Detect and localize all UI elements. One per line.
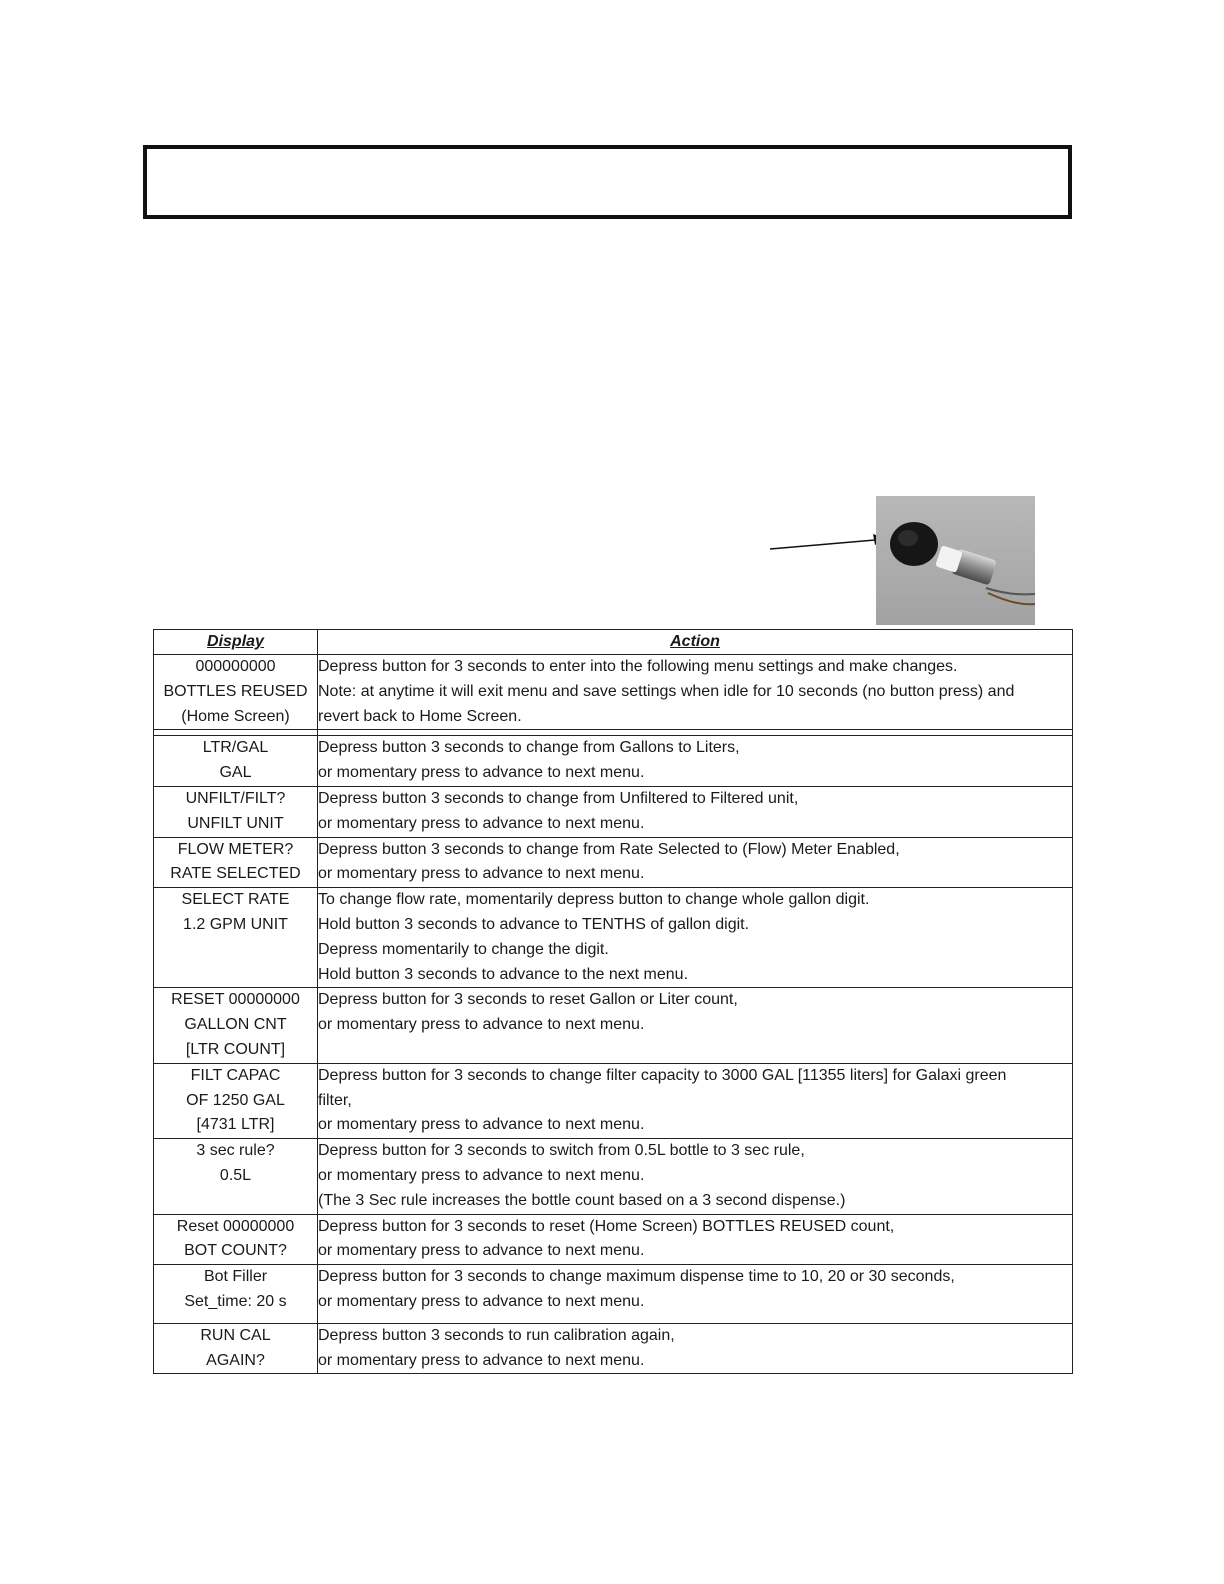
action-cell: To change flow rate, momentarily depress button to change whole gallon digit. Hold button 3 seconds to advance to TENTHS of gallon digit. Depress momentarily to change the digit. Hold button 3 seconds to advance to the next menu.	[318, 888, 1073, 988]
table-row	[154, 1063, 1073, 1138]
action-cell: Depress button 3 seconds to change from Rate Selected to (Flow) Meter Enabled, or momentary press to advance to next menu.	[318, 837, 1073, 888]
table-row	[154, 1265, 1073, 1324]
action-cell: Depress button for 3 seconds to reset Gallon or Liter count, or momentary press to advance to next menu.	[318, 988, 1073, 1063]
action-cell: Depress button for 3 seconds to switch from 0.5L bottle to 3 sec rule, or momentary press to advance to next menu. (The 3 Sec rule increases the bottle count based on a 3 second dispense.)	[318, 1139, 1073, 1214]
display-column-header: Display	[154, 630, 318, 655]
action-column-header: Action	[318, 630, 1073, 655]
table-row	[154, 1214, 1073, 1265]
title-box	[143, 145, 1072, 219]
action-cell: Depress button 3 seconds to change from Unfiltered to Filtered unit, or momentary press to advance to next menu.	[318, 786, 1073, 837]
table-row	[154, 786, 1073, 837]
display-cell: UNFILT/FILT? UNFILT UNIT	[154, 786, 318, 837]
display-cell: RESET 00000000 GALLON CNT [LTR COUNT]	[154, 988, 318, 1063]
display-cell: RUN CAL AGAIN?	[154, 1323, 318, 1374]
table-row	[154, 988, 1073, 1063]
display-cell: SELECT RATE 1.2 GPM UNIT	[154, 888, 318, 988]
display-cell: LTR/GAL GAL	[154, 736, 318, 787]
display-cell: 000000000 BOTTLES REUSED (Home Screen)	[154, 655, 318, 730]
display-cell: FLOW METER? RATE SELECTED	[154, 837, 318, 888]
arrow-icon	[765, 530, 890, 560]
action-cell: Depress button for 3 seconds to reset (Home Screen) BOTTLES REUSED count, or momentary press to advance to next menu.	[318, 1214, 1073, 1265]
action-cell: Depress button for 3 seconds to change filter capacity to 3000 GAL [11355 liters] for Galaxi green filter, or momentary press to advance to next menu.	[318, 1063, 1073, 1138]
push-button-photo	[876, 496, 1035, 625]
table-row	[154, 1323, 1073, 1374]
action-cell: Depress button for 3 seconds to change maximum dispense time to 10, 20 or 30 seconds, or momentary press to advance to next menu.	[318, 1265, 1073, 1324]
display-cell: Reset 00000000 BOT COUNT?	[154, 1214, 318, 1265]
display-cell: Bot Filler Set_time: 20 s	[154, 1265, 318, 1324]
table-row	[154, 837, 1073, 888]
table-row	[154, 655, 1073, 730]
table-row	[154, 888, 1073, 988]
table-row	[154, 736, 1073, 787]
menu-settings-table	[153, 629, 1073, 1374]
action-cell: Depress button 3 seconds to run calibration again, or momentary press to advance to next menu.	[318, 1323, 1073, 1374]
table-header-row	[154, 630, 1073, 655]
action-cell: Depress button for 3 seconds to enter into the following menu settings and make changes. Note: at anytime it will exit menu and save settings when idle for 10 seconds (no button press) and revert back to Home Screen.	[318, 655, 1073, 730]
table-row	[154, 1139, 1073, 1214]
display-cell: FILT CAPAC OF 1250 GAL [4731 LTR]	[154, 1063, 318, 1138]
action-cell: Depress button 3 seconds to change from Gallons to Liters, or momentary press to advance to next menu.	[318, 736, 1073, 787]
display-cell: 3 sec rule? 0.5L	[154, 1139, 318, 1214]
